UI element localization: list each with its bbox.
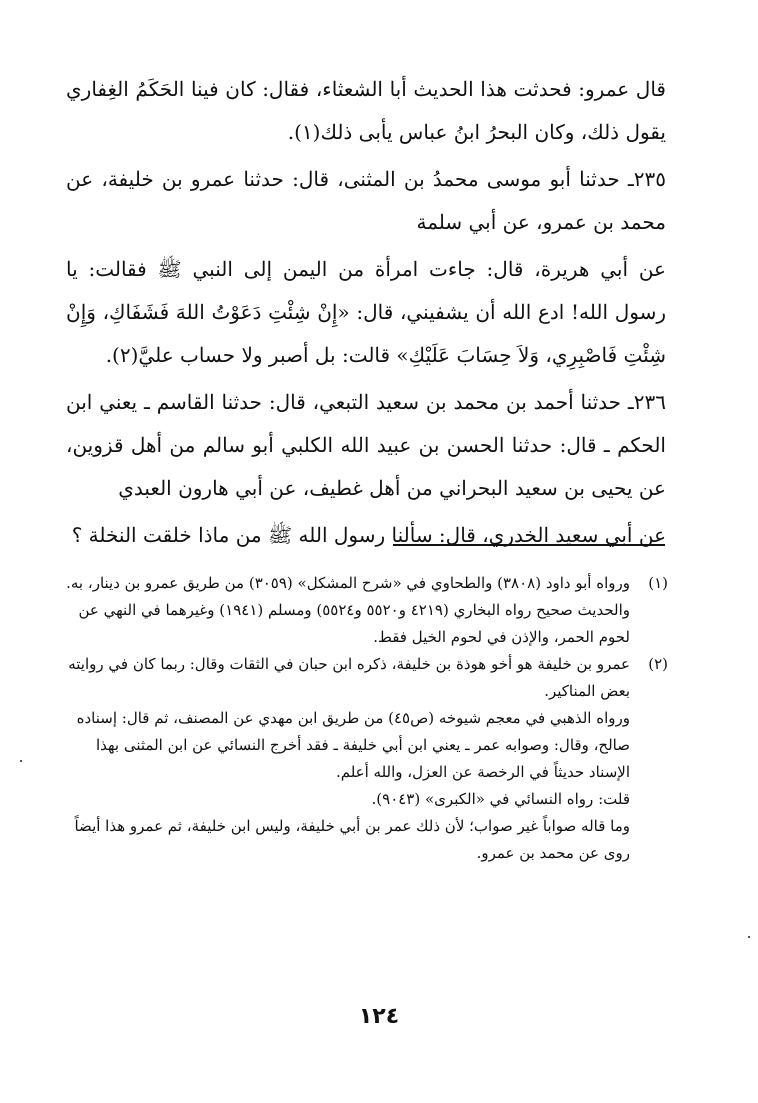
footnote-1 [60, 570, 668, 597]
footnotes [60, 570, 668, 867]
page-number: ١٢٤ [358, 1004, 400, 1029]
footnote-line: عمرو بن خليفة هو أخو هوذة بن خليفة، ذكره ابن حبان في الثقات وقال: ربما كان في روايته بعض المناكير. [68, 655, 630, 700]
footnote-line: والحديث صحيح رواه البخاري (٤٢١٩ و٥٥٢٠ و٥٥٢٤) ومسلم (١٩٤١) وغيرهما في النهي عن لحوم الحمر، والإذن في لحوم الخيل فقط. [78, 601, 630, 646]
footnote-line: ورواه الذهبي في معجم شيوخه (ص٤٥) من طريق ابن مهدي عن المصنف، ثم قال: إسناده صالح، وقال: وصوابه عمر ـ يعني ابن أبي خليفة ـ فقد أخرج النسائي عن ابن المثنى بهذا الإسناد حديثاً في الرخصة عن العزل، والله أعلم. [76, 709, 630, 781]
footnote-divider [393, 544, 665, 546]
paragraph-1: قال عمرو: فحدثت هذا الحديث أبا الشعثاء، فقال: كان فينا الحَكَمُ الغِفاري يقول ذلك، وكان البحرُ ابنُ عباس يأبى ذلك(١). [66, 77, 666, 144]
hadith-235-matn: عن أبي هريرة، قال: جاءت امرأة من اليمن إلى النبي ﷺ فقالت: يا رسول الله! ادع الله أن يشفيني، قال: «إِنْ شِئْتِ دَعَوْتُ اللهَ فَشَفَاكِ، وَإِنْ شِئْتِ فَاصْبِرِي، وَلاَ حِسَابَ عَلَيْكِ» قالت: بل أصبر ولا حساب عليَّ(٢). [66, 257, 666, 367]
scan-speck [748, 936, 750, 938]
hadith-236-matn: عن أبي سعيد الخدري، قال: سألنا رسول الله ﷺ من ماذا خلقت النخلة ؟ [71, 523, 666, 547]
scan-speck [20, 760, 22, 762]
footnote-line: وما قاله صواباً غير صواب؛ لأن ذلك عمر بن أبي خليفة، وليس ابن خليفة، ثم عمرو هذا أيضاً روى عن محمد بن عمرو. [74, 817, 630, 862]
main-text [66, 68, 666, 557]
footnote-2 [60, 651, 668, 705]
footnote-line: ورواه أبو داود (٣٨٠٨) والطحاوي في «شرح المشكل» (٣٠٥٩) من طريق عمرو بن دينار، به. [66, 574, 630, 592]
hadith-236-isnad: ٢٣٦ـ حدثنا أحمد بن محمد بن سعيد التبعي، قال: حدثنا القاسم ـ يعني ابن الحكم ـ قال: حدثنا الحسن بن عبيد الله الكلبي أبو سالم من أهل قزوين، عن يحيى بن سعيد البحراني من أهل غطيف، عن أبي هارون العبدي [66, 390, 666, 500]
hadith-235-isnad: ٢٣٥ـ حدثنا أبو موسى محمدُ بن المثنى، قال: حدثنا عمرو بن خليفة، عن محمد بن عمرو، عن أبي سلمة [66, 167, 666, 234]
footnote-number: (١) [648, 574, 668, 592]
footnote-line: قلت: رواه النسائي في «الكبرى» (٩٠٤٣). [371, 790, 630, 808]
footnote-number: (٢) [648, 655, 668, 673]
